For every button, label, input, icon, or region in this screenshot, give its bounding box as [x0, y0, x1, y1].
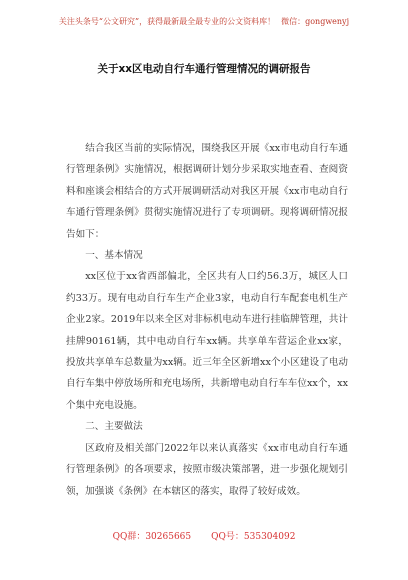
intro-paragraph: 结合我区当前的实际情况，围绕我区开展《xx市电动自行车通行管理条例》实施情况，根据调研计划分步采取实地查看、查阅资料和座谈会相结合的方式开展调研活动对我区开展《xx市电动自行车通行管理条例》贯彻实施情况进行了专项调研。现将调研情况报告如下： — [66, 143, 348, 240]
section-heading-practices: 二、主要做法 — [85, 421, 143, 433]
footer-contacts — [0, 531, 408, 543]
document-title: 关于xx区电动自行车通行管理情况的调研报告 — [97, 63, 311, 75]
footer-qq-group: QQ群：30265665 — [112, 532, 192, 542]
header-banner — [0, 16, 408, 28]
section-heading-basic: 一、基本情况 — [85, 250, 143, 262]
document-body — [66, 138, 348, 502]
practices-paragraph: 区政府及相关部门2022年以来认真落实《xx市电动自行车通行管理条例》的各项要求，按照市级决策部署，进一步强化规划引领，加强谈《条例》在本辖区的落实，取得了较好成效。 — [66, 442, 348, 497]
header-notice: 关注头条号“公文研究”，获得最新最全最专业的公文资料库！ — [58, 17, 276, 26]
header-wechat: 微信：gongwenyj — [281, 17, 350, 26]
basic-info-paragraph: xx区位于xx省西部偏北，全区共有人口约56.3万，城区人口约33万。现有电动自行车生产企业3家，电动自行车配套电机生产企业2家。2019年以来全区对非标机电动车进行挂临牌管理，共计挂牌90161辆，其中电动自行车xx辆。共享单车营运企业xx家，投放共享单车总数量为xx辆。近三年全区新增xx个小区建设了电动自行车集中停放场所和充电场所，共新增电动自行车车位xx个，xx个集中充电设施。 — [66, 271, 348, 411]
footer-qq: QQ号：535304092 — [211, 532, 296, 542]
